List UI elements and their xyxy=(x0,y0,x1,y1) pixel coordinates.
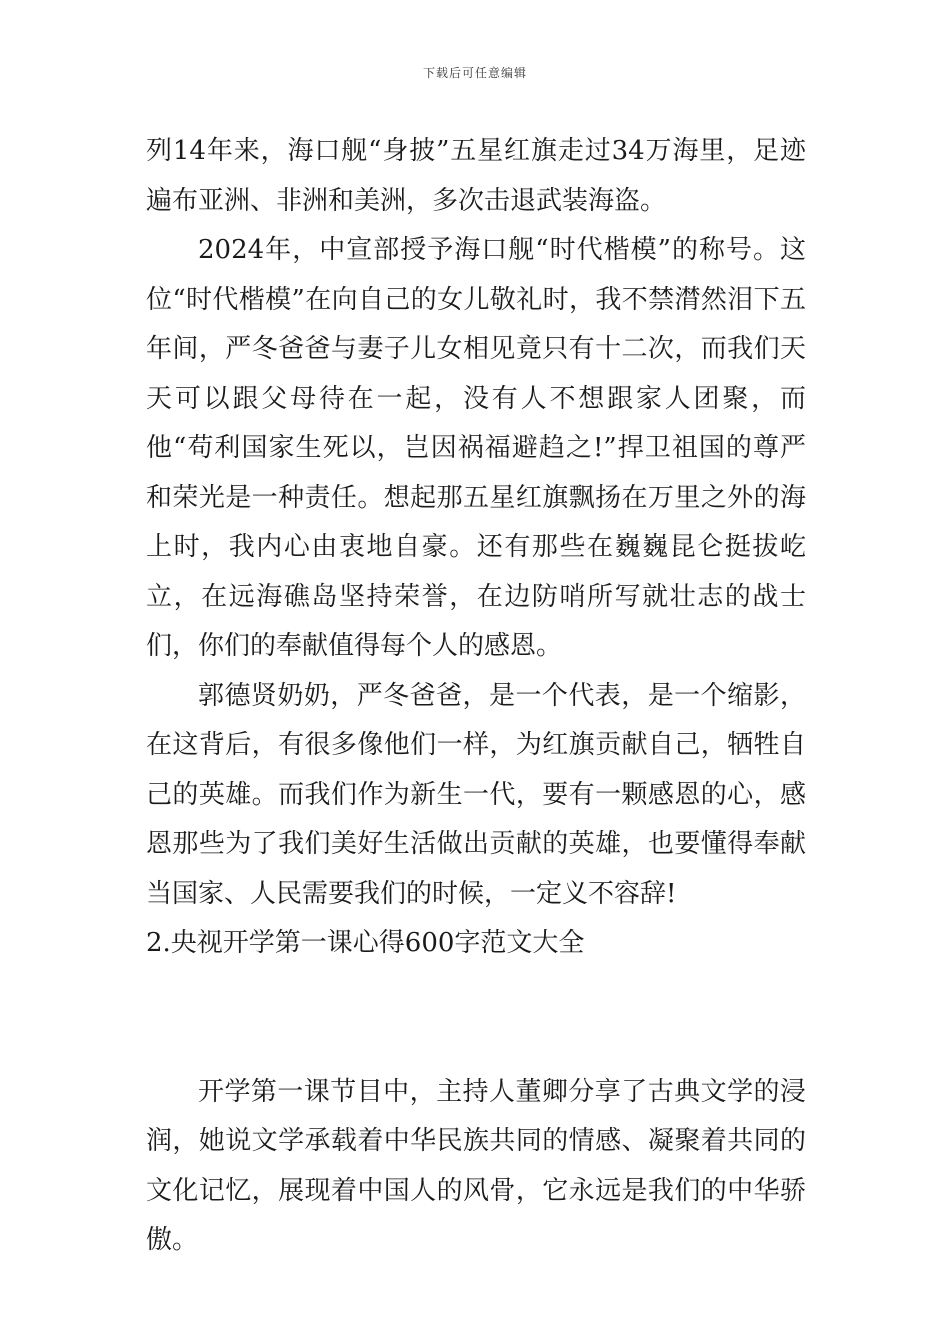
blank-space xyxy=(146,969,806,1068)
section-heading: 2.央视开学第一课心得600字范文大全 xyxy=(146,928,585,958)
paragraph-3: 郭德贤奶奶，严冬爸爸，是一个代表，是一个缩影，在这背后，有很多像他们一样，为红旗贡献自己，牺牲自己的英雄。而我们作为新生一代，要有一颗感恩的心，感恩那些为了我们美好生活做出贡献的英雄，也要懂得奉献当国家、人民需要我们的时候，一定义不容辞! xyxy=(146,680,806,909)
page-header: 下载后可任意编辑 xyxy=(422,66,527,80)
document-body xyxy=(146,127,806,1266)
paragraph-1: 列14年来，海口舰“身披”五星红旗走过34万海里，足迹遍布亚洲、非洲和美洲，多次击退武装海盗。 xyxy=(146,136,806,216)
paragraph-4: 开学第一课节目中，主持人董卿分享了古典文学的浸润，她说文学承载着中华民族共同的情感、凝聚着共同的文化记忆，展现着中国人的风骨，它永远是我们的中华骄傲。 xyxy=(146,1076,806,1255)
paragraph-2: 2024年，中宣部授予海口舰“时代楷模”的称号。这位“时代楷模”在向自己的女儿敬礼时，我不禁潸然泪下五年间，严冬爸爸与妻子儿女相见竟只有十二次，而我们天天可以跟父母待在一起，没有人不想跟家人团聚，而他“苟利国家生死以，岂因祸福避趋之!”捍卫祖国的尊严和荣光是一种责任。想起那五星红旗飘扬在万里之外的海上时，我内心由衷地自豪。还有那些在巍巍昆仑挺拔屹立，在远海礁岛坚持荣誉，在边防哨所写就壮志的战士们，你们的奉献值得每个人的感恩。 xyxy=(146,235,806,661)
